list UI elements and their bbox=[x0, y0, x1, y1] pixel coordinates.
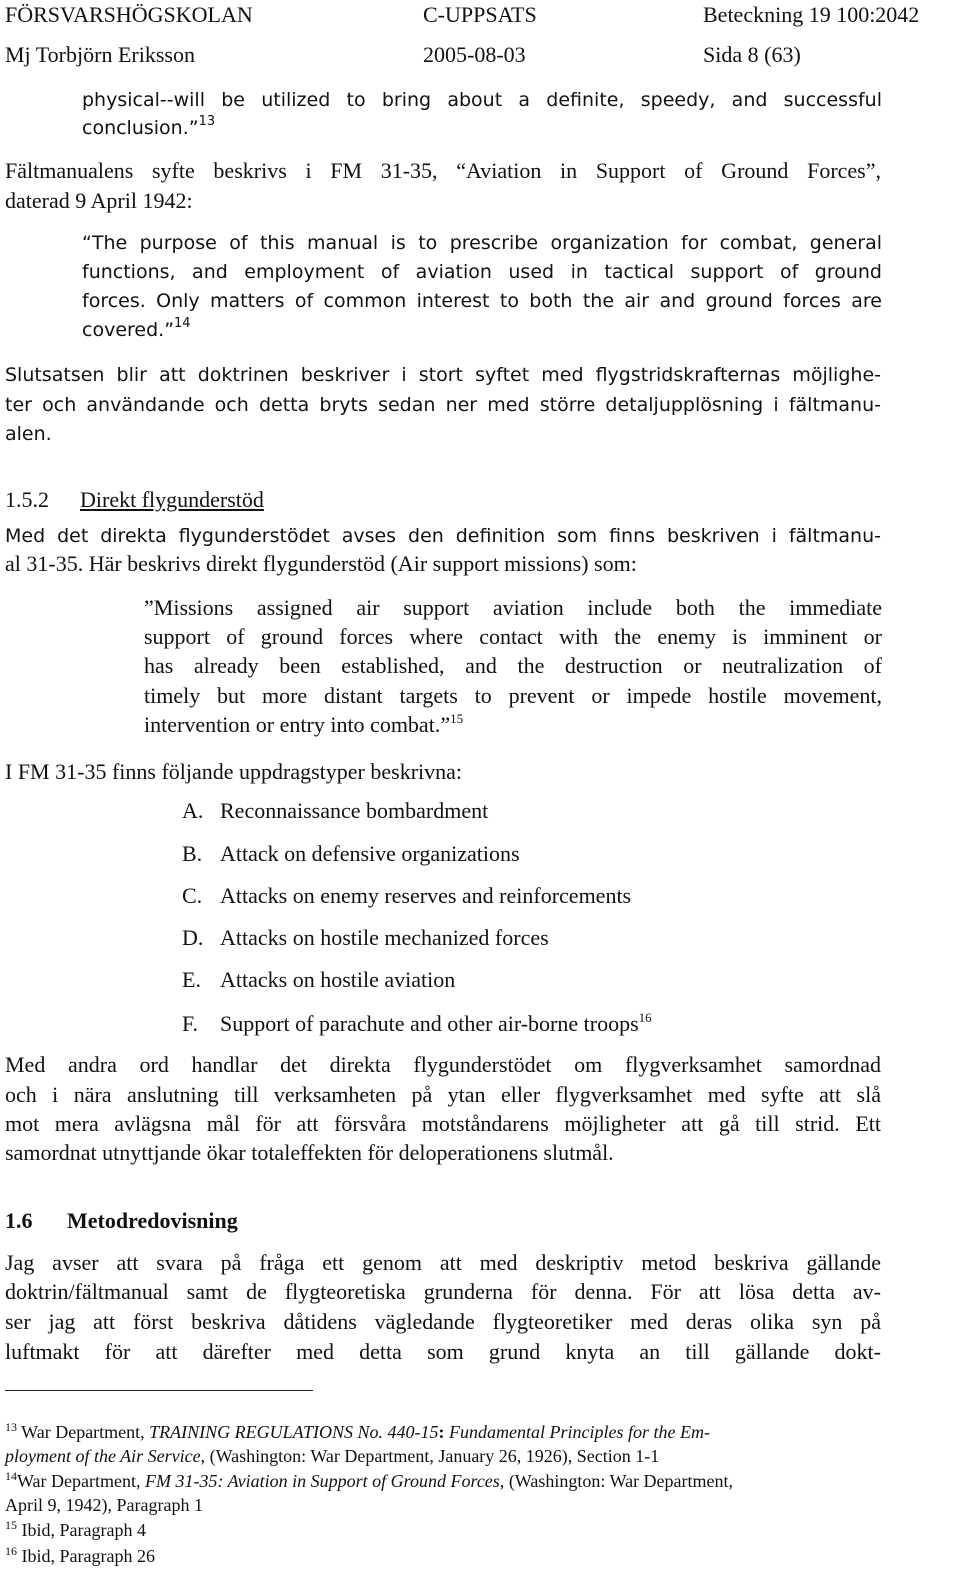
header-designation: Beteckning 19 100:2042 bbox=[703, 2, 920, 27]
footnote-text: : bbox=[438, 1422, 450, 1442]
quote2-text: covered.” bbox=[82, 319, 175, 341]
list-text: Reconnaissance bombardment bbox=[220, 798, 489, 823]
footnote-number: 13 bbox=[5, 1420, 17, 1434]
quote2-line bbox=[82, 316, 191, 344]
list-text: Attacks on enemy reserves and reinforcements bbox=[220, 883, 632, 908]
header-author: Mj Torbjörn Eriksson bbox=[5, 42, 195, 67]
quote2-line: functions, and employment of aviation used in tactical support of ground bbox=[82, 261, 882, 283]
footnote-number: 14 bbox=[5, 1469, 17, 1483]
list-item bbox=[182, 924, 549, 952]
quote1-line bbox=[82, 114, 215, 142]
quote3-line: timely but more distant targets to prevent or impede hostile movement, bbox=[144, 683, 882, 708]
footnote-text: TRAINING REGULATIONS No. 440-15 bbox=[149, 1422, 439, 1442]
footnote-text: War Department, bbox=[17, 1422, 150, 1442]
section-title: Metodredovisning bbox=[67, 1208, 238, 1233]
header-doc-type: C-UPPSATS bbox=[423, 2, 537, 27]
footnote-ref-15[interactable]: 15 bbox=[450, 711, 464, 726]
para2-line: ter och användande och detta bryts sedan ner med större detaljupplösning i fältmanu- bbox=[5, 394, 881, 416]
quote3-line: ”Missions assigned air support aviation include both the immediate bbox=[144, 595, 882, 620]
list-text: Attacks on hostile aviation bbox=[220, 967, 456, 992]
para2-line: Slutsatsen blir att doktrinen beskriver i stort syftet med flygstridskrafternas möjlighe- bbox=[5, 364, 881, 386]
quote3-line bbox=[144, 711, 463, 739]
list-text: Attack on defensive organizations bbox=[220, 841, 520, 866]
list-item bbox=[182, 882, 631, 910]
para4-line: samordnat utnyttjande ökar totaleffekten för deloperationens slutmål. bbox=[5, 1140, 614, 1165]
list-text: Support of parachute and other air-borne troops bbox=[220, 1011, 639, 1036]
list-intro: I FM 31-35 finns följande uppdragstyper beskrivna: bbox=[5, 759, 463, 784]
header-school: FÖRSVARSHÖGSKOLAN bbox=[5, 2, 253, 27]
para4-line: och i nära anslutning till verksamheten på ytan eller flygverksamhet med syfte att slå bbox=[5, 1082, 881, 1107]
quote2-line: “The purpose of this manual is to prescribe organization for combat, general bbox=[82, 232, 882, 254]
footnote-14-cont: April 9, 1942), Paragraph 1 bbox=[5, 1495, 203, 1515]
list-item bbox=[182, 1010, 652, 1038]
footnote-13 bbox=[5, 1421, 710, 1443]
footnote-text: FM 31-35: Aviation in Support of Ground Forces, bbox=[145, 1471, 505, 1491]
list-letter: F. bbox=[182, 1011, 198, 1036]
section-number: 1.6 bbox=[5, 1208, 33, 1233]
list-letter: D. bbox=[182, 925, 204, 950]
para5-line: doktrin/fältmanual samt de flygteoretiska grunderna för denna. För att lösa detta av- bbox=[5, 1279, 881, 1304]
list-text: Attacks on hostile mechanized forces bbox=[220, 925, 549, 950]
quote1-line: physical--will be utilized to bring about a definite, speedy, and successful bbox=[82, 89, 882, 111]
footnote-text: Ibid, Paragraph 26 bbox=[17, 1546, 155, 1566]
list-letter: B. bbox=[182, 841, 203, 866]
footnote-14 bbox=[5, 1470, 733, 1492]
header-date: 2005-08-03 bbox=[423, 42, 526, 67]
footnote-text: Fundamental Principles for the Em- bbox=[449, 1422, 710, 1442]
footnote-text: , (Washington: War Department, January 26, 1926), Section 1-1 bbox=[200, 1446, 660, 1466]
list-letter: A. bbox=[182, 798, 204, 823]
footnote-13-cont bbox=[5, 1445, 659, 1467]
footnote-number: 16 bbox=[5, 1544, 17, 1558]
quote2-line: forces. Only matters of common interest to both the air and ground forces are bbox=[82, 290, 882, 312]
list-item bbox=[182, 797, 488, 825]
para5-line: ser jag att först beskriva dåtidens vägledande flygteoretiker med deras olika syn på bbox=[5, 1309, 881, 1334]
quote3-line: has already been established, and the destruction or neutralization of bbox=[144, 653, 882, 678]
list-item bbox=[182, 966, 455, 994]
footnote-number: 15 bbox=[5, 1518, 17, 1532]
footnote-text: ployment of the Air Service bbox=[5, 1446, 201, 1466]
quote3-line: support of ground forces where contact with the enemy is imminent or bbox=[144, 624, 882, 649]
para5-line: luftmakt för att därefter med detta som grund knyta an till gällande dokt- bbox=[5, 1339, 881, 1364]
footnote-divider bbox=[5, 1390, 313, 1391]
list-item bbox=[182, 840, 520, 868]
para2-line: alen. bbox=[5, 423, 52, 445]
para4-line: mot mera avlägsna mål för att försvåra motståndarens möjligheter att gå till strid. Ett bbox=[5, 1111, 881, 1136]
list-letter: E. bbox=[182, 967, 201, 992]
footnote-ref-16[interactable]: 16 bbox=[638, 1010, 652, 1025]
footnote-text: (Washington: War Department, bbox=[504, 1471, 734, 1491]
para4-line: Med andra ord handlar det direkta flygunderstödet om flygverksamhet samordnad bbox=[5, 1052, 881, 1077]
footnote-ref-14[interactable]: 14 bbox=[174, 316, 191, 331]
section-title: Direkt flygunderstöd bbox=[80, 487, 264, 512]
footnote-15 bbox=[5, 1519, 146, 1541]
header-page: Sida 8 (63) bbox=[703, 42, 801, 67]
section-number: 1.5.2 bbox=[5, 487, 49, 512]
para1-line: daterad 9 April 1942: bbox=[5, 188, 193, 213]
para3-line: al 31-35. Här beskrivs direkt flygunderstöd (Air support missions) som: bbox=[5, 551, 637, 576]
para5-line: Jag avser att svara på fråga ett genom att med deskriptiv metod beskriva gällande bbox=[5, 1250, 881, 1275]
para1-line: Fältmanualens syfte beskrivs i FM 31-35, “Aviation in Support of Ground Forces”, bbox=[5, 158, 881, 183]
footnote-ref-13[interactable]: 13 bbox=[198, 114, 216, 129]
quote1-text: conclusion.” bbox=[82, 117, 199, 139]
footnote-text: War Department, bbox=[17, 1471, 145, 1491]
list-letter: C. bbox=[182, 883, 203, 908]
footnote-text: Ibid, Paragraph 4 bbox=[17, 1520, 146, 1540]
quote3-text: intervention or entry into combat.” bbox=[144, 712, 451, 737]
footnote-16 bbox=[5, 1545, 155, 1567]
para3-line: Med det direkta flygunderstödet avses den definition som finns beskriven i fältmanu- bbox=[5, 525, 881, 547]
